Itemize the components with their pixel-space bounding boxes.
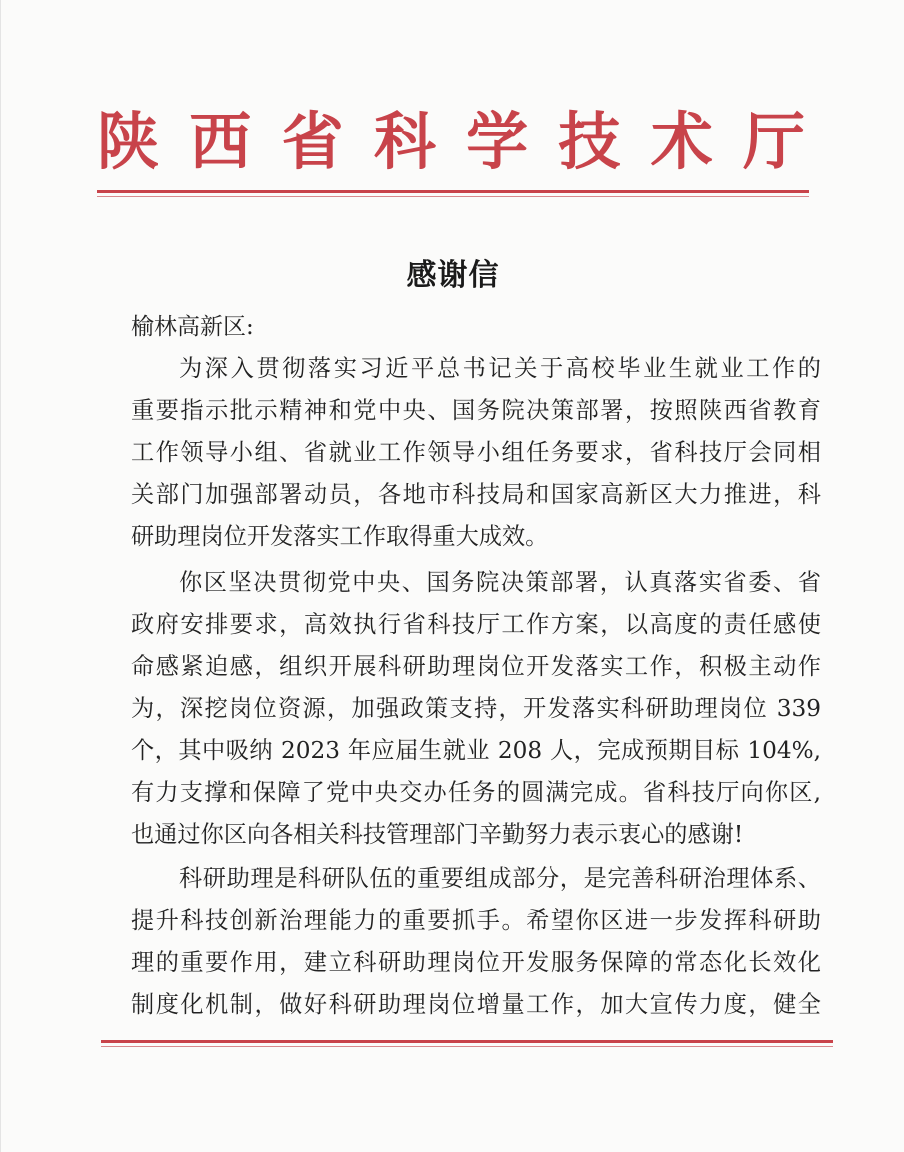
body-line: 理的重要作用，建立科研助理岗位开发服务保障的常态化长效化 <box>131 949 821 976</box>
body-line: 重要指示批示精神和党中央、国务院决策部署，按照陕西省教育 <box>131 397 821 424</box>
letter-title: 感谢信 <box>406 258 500 293</box>
footer-divider-thin <box>101 1046 833 1047</box>
body-line: 为深入贯彻落实习近平总书记关于高校毕业生就业工作的 <box>179 355 821 382</box>
body-line: 个，其中吸纳 2023 年应届生就业 208 人，完成预期目标 104%, <box>131 737 821 764</box>
body-line: 关部门加强部署动员，各地市科技局和国家高新区大力推进，科 <box>131 481 821 508</box>
body-line: 也通过你区向各相关科技管理部门辛勤努力表示衷心的感谢! <box>131 821 744 848</box>
body-line: 为，深挖岗位资源，加强政策支持，开发落实科研助理岗位 339 <box>131 695 821 722</box>
body-line: 政府安排要求，高效执行省科技厅工作方案，以高度的责任感使 <box>131 611 821 638</box>
body-line: 有力支撑和保障了党中央交办任务的圆满完成。省科技厅向你区, <box>131 779 821 806</box>
letterhead-divider <box>97 190 809 193</box>
body-line: 你区坚决贯彻党中央、国务院决策部署，认真落实省委、省 <box>179 569 821 596</box>
letterhead-divider-thin <box>97 196 809 197</box>
body-line: 研助理岗位开发落实工作取得重大成效。 <box>131 523 549 550</box>
footer-divider <box>101 1040 833 1043</box>
letter-salutation: 榆林高新区: <box>131 314 254 340</box>
body-line: 提升科技创新治理能力的重要抓手。希望你区进一步发挥科研助 <box>131 907 821 934</box>
body-line: 命感紧迫感，组织开展科研助理岗位开发落实工作，积极主动作 <box>131 653 821 680</box>
letterhead-org-name: 陕西省科学技术厅 <box>97 105 809 178</box>
body-line: 制度化机制，做好科研助理岗位增量工作，加大宣传力度，健全 <box>131 991 821 1018</box>
body-line: 科研助理是科研队伍的重要组成部分，是完善科研治理体系、 <box>179 865 821 892</box>
body-line: 工作领导小组、省就业工作领导小组任务要求，省科技厅会同相 <box>131 439 821 466</box>
